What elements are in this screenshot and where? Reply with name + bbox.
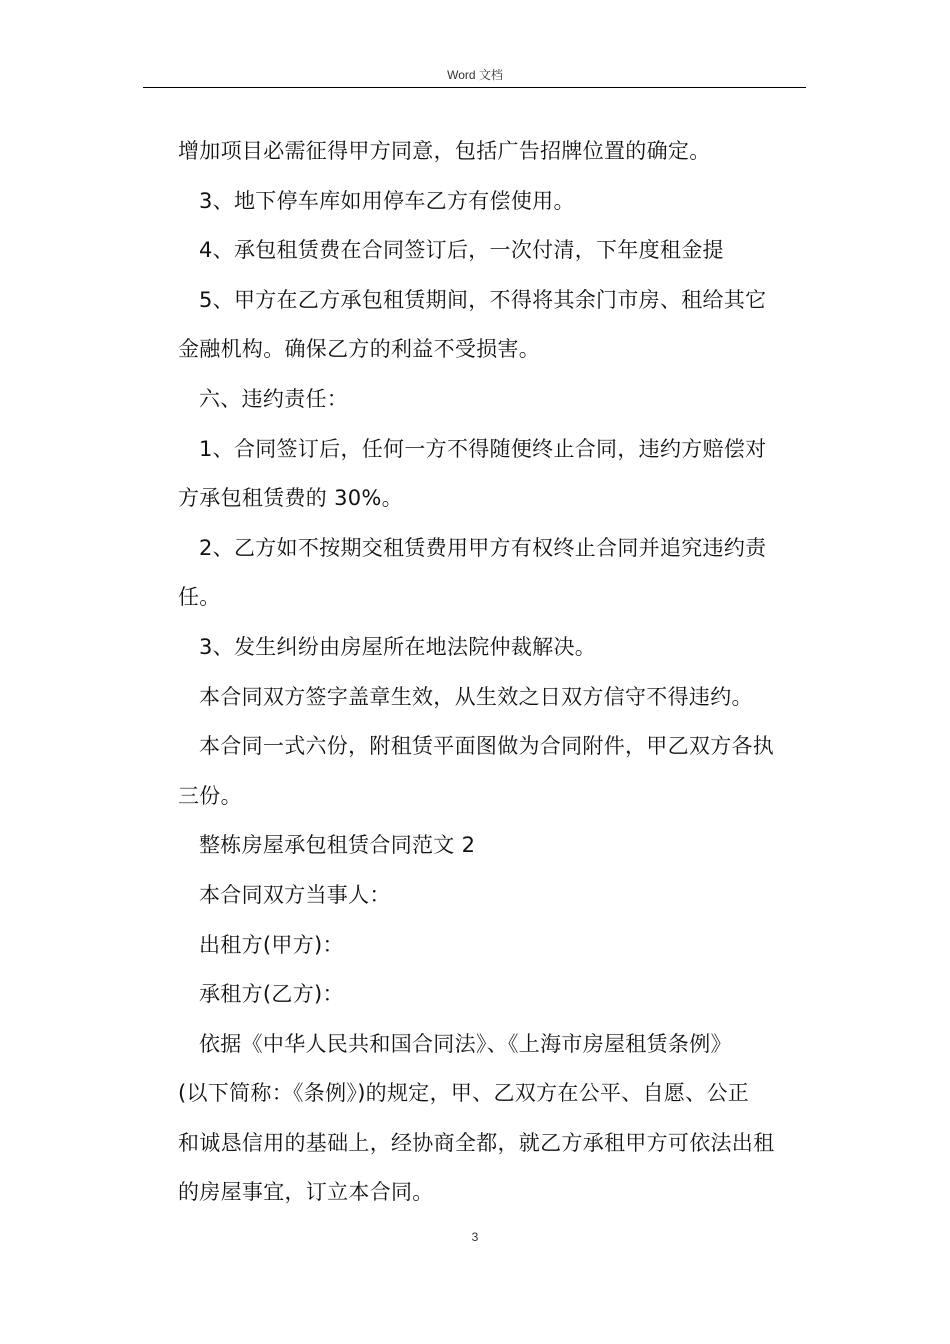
paragraph-line: 金融机构。确保乙方的利益不受损害。 (178, 337, 541, 362)
paragraph-line: 方承包租赁费的 30%。 (178, 486, 403, 511)
paragraph-line: 本合同双方签字盖章生效，从生效之日双方信守不得违约。 (199, 684, 753, 709)
paragraph-line: 本合同双方当事人： (199, 882, 391, 907)
page-header-title: Word 文档 (447, 68, 503, 82)
section-heading: 六、违约责任： (199, 386, 349, 411)
paragraph-line: 的房屋事宜，订立本合同。 (178, 1180, 434, 1205)
paragraph-line: 3、地下停车库如用停车乙方有偿使用。 (199, 188, 575, 213)
lessor-field: 出租方(甲方)： (199, 932, 344, 957)
paragraph-line: (以下简称：《条例》)的规定，甲、乙双方在公平、自愿、公正 (178, 1081, 750, 1106)
paragraph-line: 1、合同签订后，任何一方不得随便终止合同，违约方赔偿对 (199, 436, 767, 461)
paragraph-line: 5、甲方在乙方承包租赁期间，不得将其余门市房、租给其它 (199, 287, 767, 312)
paragraph-line: 三份。 (178, 783, 242, 808)
page-number: 3 (471, 1230, 479, 1244)
paragraph-line: 任。 (178, 585, 221, 610)
paragraph-line: 3、发生纠纷由房屋所在地法院仲裁解决。 (199, 634, 597, 659)
paragraph-line: 本合同一式六份，附租赁平面图做为合同附件，甲乙双方各执 (199, 734, 775, 759)
document-subtitle: 整栋房屋承包租赁合同范文 2 (199, 833, 476, 858)
paragraph-line: 2、乙方如不按期交租赁费用甲方有权终止合同并追究违约责 (199, 535, 767, 560)
paragraph-line: 4、承包租赁费在合同签订后，一次付清，下年度租金提 (199, 238, 724, 263)
paragraph-line: 和诚恳信用的基础上，经协商全都，就乙方承租甲方可依法出租 (178, 1130, 775, 1155)
lessee-field: 承租方(乙方)： (199, 982, 344, 1007)
header-divider (143, 87, 806, 88)
document-body (178, 127, 810, 1218)
paragraph-line: 依据《中华人民共和国合同法》、《上海市房屋租赁条例》 (199, 1031, 732, 1056)
paragraph-line: 增加项目必需征得甲方同意，包括广告招牌位置的确定。 (178, 139, 711, 163)
